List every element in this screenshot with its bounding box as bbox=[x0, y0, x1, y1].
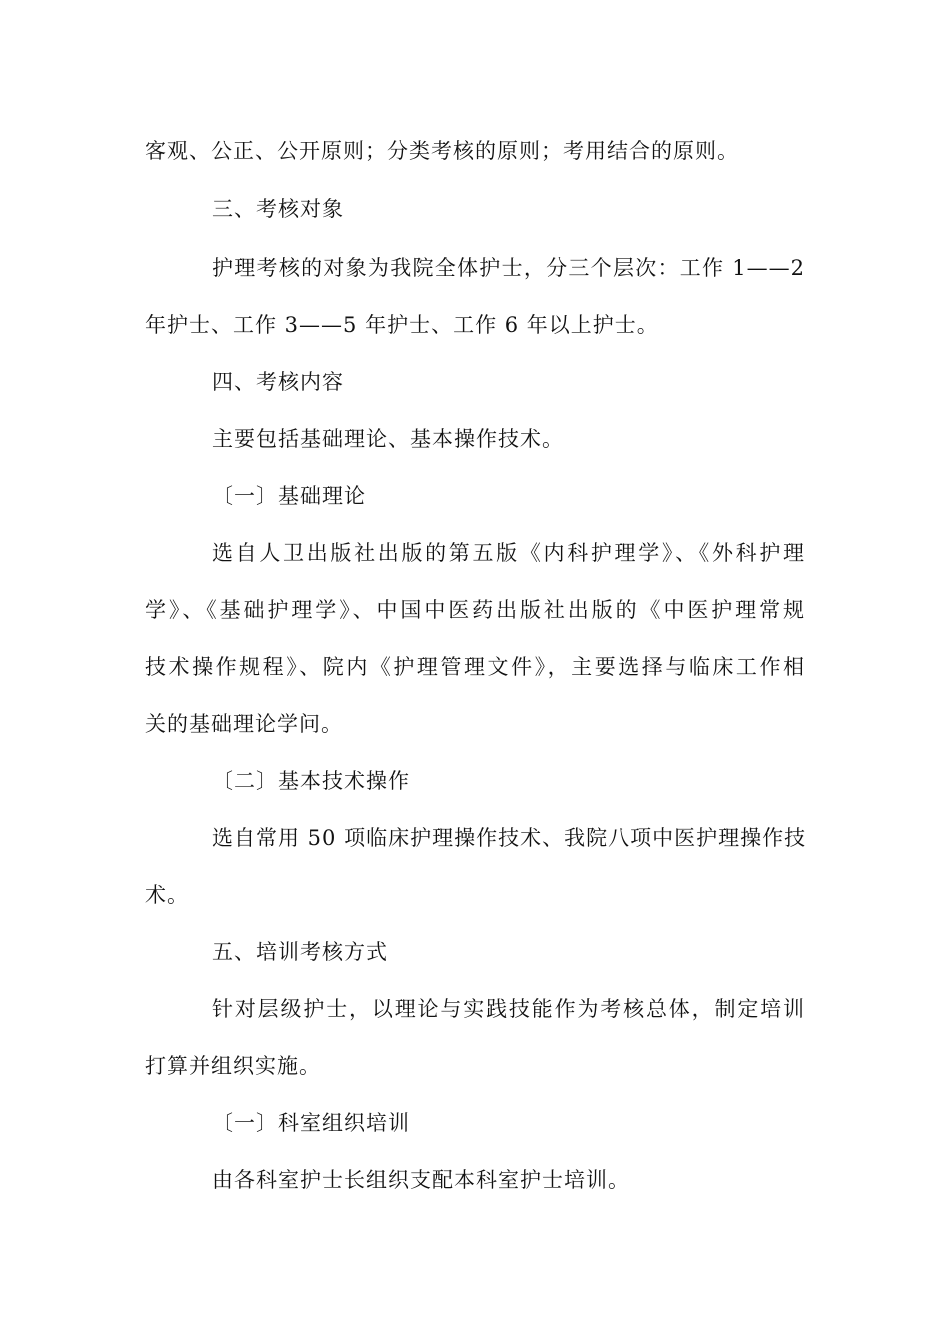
section-heading: 五、培训考核方式 bbox=[212, 940, 388, 964]
paragraph-line: 护理考核的对象为我院全体护士，分三个层次：工作 1——2 bbox=[212, 256, 805, 280]
paragraph-line: 打算并组织实施。 bbox=[145, 1054, 321, 1078]
paragraph-line: 由各科室护士长组织支配本科室护士培训。 bbox=[212, 1168, 630, 1192]
paragraph-line: 学》、《基础护理学》、中国中医药出版社出版的《中医护理常规 bbox=[145, 598, 805, 622]
paragraph-line: 针对层级护士，以理论与实践技能作为考核总体，制定培训 bbox=[212, 997, 805, 1021]
subsection-heading: 〔一〕基础理论 bbox=[212, 484, 366, 508]
paragraph-line: 客观、公正、公开原则；分类考核的原则；考用结合的原则。 bbox=[145, 139, 739, 163]
subsection-heading: 〔一〕科室组织培训 bbox=[212, 1111, 410, 1135]
paragraph-line: 主要包括基础理论、基本操作技术。 bbox=[212, 427, 564, 451]
paragraph-line: 年护士、工作 3——5 年护士、工作 6 年以上护士。 bbox=[145, 313, 659, 337]
paragraph-line: 选自人卫出版社出版的第五版《内科护理学》、《外科护理 bbox=[212, 541, 805, 565]
paragraph-line: 技术操作规程》、院内《护理管理文件》，主要选择与临床工作相 bbox=[145, 655, 805, 679]
paragraph-line: 选自常用 50 项临床护理操作技术、我院八项中医护理操作技 bbox=[212, 826, 807, 850]
paragraph-line: 关的基础理论学问。 bbox=[145, 712, 343, 736]
section-heading: 三、考核对象 bbox=[212, 197, 344, 221]
paragraph-line: 术。 bbox=[145, 883, 189, 907]
subsection-heading: 〔二〕基本技术操作 bbox=[212, 769, 410, 793]
section-heading: 四、考核内容 bbox=[212, 370, 344, 394]
